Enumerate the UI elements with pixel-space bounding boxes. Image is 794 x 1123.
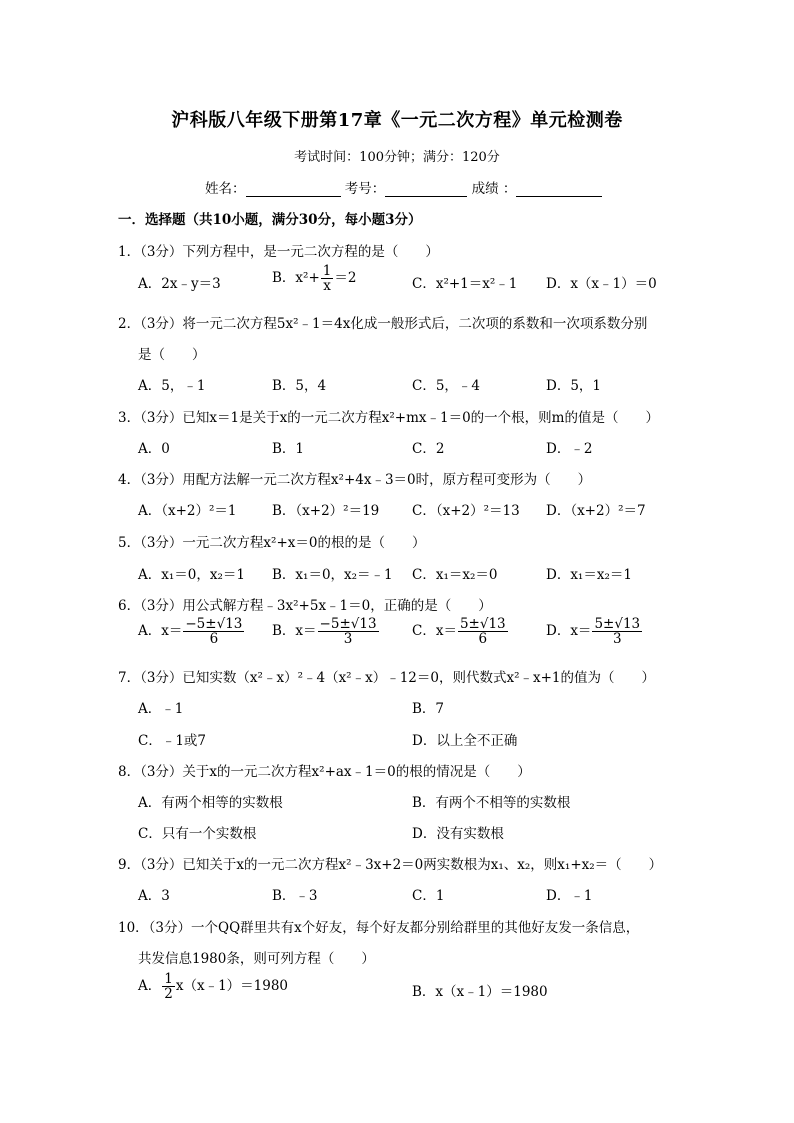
q10-option-a <box>138 972 288 1001</box>
q1-option-b <box>272 264 356 293</box>
q6-b-denominator: 3 <box>343 631 353 648</box>
question-8-stem: 8．（3分）关于x的一元二次方程x²+ax﹣1＝0的根的情况是（ ） <box>118 764 531 780</box>
q6-c-prefix: C．x＝ <box>412 623 457 640</box>
q6-d-denominator: 3 <box>612 631 622 648</box>
q10-a-suffix: x（x﹣1）＝1980 <box>175 978 289 995</box>
question-1-stem: 1．（3分）下列方程中，是一元二次方程的是（ ） <box>118 244 439 260</box>
q8-option-b: B．有两个不相等的实数根 <box>412 795 571 811</box>
exam-no-blank[interactable] <box>385 182 467 197</box>
exam-no-label: 考号： <box>344 181 386 197</box>
q6-a-denominator: 6 <box>209 631 219 648</box>
exam-subtitle: 考试时间：100分钟；满分：120分 <box>294 150 500 165</box>
q1-option-a: A．2x﹣y＝3 <box>138 276 221 292</box>
q8-option-a: A．有两个相等的实数根 <box>138 795 283 811</box>
q1-b-denominator: x <box>323 278 331 295</box>
name-label: 姓名： <box>205 181 246 197</box>
q9-option-c: C．1 <box>412 888 445 904</box>
question-6-stem: 6．（3分）用公式解方程﹣3x²+5x﹣1＝0，正确的是（ ） <box>118 598 492 614</box>
q7-option-b: B．7 <box>412 701 445 717</box>
q10-option-b: B．x（x﹣1）＝1980 <box>412 984 548 1000</box>
q6-option-a <box>138 617 245 646</box>
q3-option-d: D．﹣2 <box>546 441 593 457</box>
q6-option-d <box>546 617 643 646</box>
q6-option-c <box>412 617 509 646</box>
q6-d-fraction <box>592 617 642 646</box>
q3-option-c: C．2 <box>412 441 445 457</box>
question-3-stem: 3．（3分）已知x＝1是关于x的一元二次方程x²+mx﹣1＝0的一个根，则m的值是（ ） <box>118 410 659 426</box>
q5-option-d: D．x₁＝x₂＝1 <box>546 567 632 583</box>
q6-a-numerator: −5±√13 <box>185 616 243 632</box>
q1-option-c: C．x²+1＝x²﹣1 <box>412 276 518 292</box>
q9-option-d: D．﹣1 <box>546 888 593 904</box>
q6-b-numerator: −5±√13 <box>319 616 377 632</box>
q9-option-b: B．﹣3 <box>272 888 318 904</box>
q7-option-a: A．﹣1 <box>138 701 184 717</box>
q6-a-fraction <box>183 617 244 646</box>
q6-c-denominator: 6 <box>478 631 488 648</box>
question-10-stem-line1: 10．（3分）一个QQ群里共有x个好友，每个好友都分别给群里的其他好友发一条信息， <box>118 920 640 936</box>
q10-a-prefix: A． <box>138 978 162 995</box>
name-blank[interactable] <box>246 182 341 197</box>
q2-option-b: B．5，4 <box>272 378 327 394</box>
q10-a-numerator: 1 <box>164 971 173 987</box>
question-5-stem: 5．（3分）一元二次方程x²+x＝0的根的是（ ） <box>118 535 426 551</box>
q5-option-a: A．x₁＝0，x₂＝1 <box>138 567 245 583</box>
score-label: 成绩 ： <box>471 181 517 197</box>
q2-option-c: C．5，﹣4 <box>412 378 481 394</box>
q5-option-c: C．x₁＝x₂＝0 <box>412 567 498 583</box>
exam-title: 沪科版八年级下册第17章《一元二次方程》单元检测卷 <box>171 110 623 131</box>
q3-option-b: B．1 <box>272 441 305 457</box>
question-7-stem: 7．（3分）已知实数（x²﹣x）²﹣4（x²﹣x）﹣12＝0，则代数式x²﹣x+1的值为（ ） <box>118 670 656 686</box>
q1-b-fraction <box>321 264 334 293</box>
section-heading: 一．选择题（共10小题，满分30分，每小题3分） <box>118 212 422 228</box>
q7-option-d: D．以上全不正确 <box>412 733 518 749</box>
q4-option-a: A．（x+2）²＝1 <box>138 503 237 519</box>
q6-d-numerator: 5±√13 <box>594 616 641 632</box>
question-10-stem-line2: 共发信息1980条，则可列方程（ ） <box>138 951 375 967</box>
q8-option-c: C．只有一个实数根 <box>138 826 257 842</box>
q10-a-denominator: 2 <box>164 986 173 1003</box>
question-9-stem: 9．（3分）已知关于x的一元二次方程x²﹣3x+2＝0两实数根为x₁、x₂，则x₁+x₂＝（ ） <box>118 857 663 873</box>
q4-option-d: D．（x+2）²＝7 <box>546 503 646 519</box>
q6-c-numerator: 5±√13 <box>459 616 506 632</box>
q6-a-prefix: A．x＝ <box>138 623 183 640</box>
q4-option-c: C．（x+2）²＝13 <box>412 503 520 519</box>
question-4-stem: 4．（3分）用配方法解一元二次方程x²+4x﹣3＝0时，原方程可变形为（ ） <box>118 472 592 488</box>
q1-b-numerator: 1 <box>322 263 332 279</box>
q7-option-c: C．﹣1或7 <box>138 733 207 749</box>
q8-option-d: D．没有实数根 <box>412 826 504 842</box>
q1-option-d: D．x（x﹣1）＝0 <box>546 276 657 292</box>
q1-b-prefix: B．x²+ <box>272 270 320 287</box>
q4-option-b: B．（x+2）²＝19 <box>272 503 380 519</box>
q6-option-b <box>272 617 380 646</box>
q1-b-suffix: ＝2 <box>334 270 357 287</box>
q10-a-fraction <box>162 972 175 1001</box>
q6-c-fraction <box>458 617 508 646</box>
q6-b-prefix: B．x＝ <box>272 623 317 640</box>
q6-d-prefix: D．x＝ <box>546 623 592 640</box>
score-blank[interactable] <box>516 182 602 197</box>
student-info-line <box>205 177 602 197</box>
q3-option-a: A．0 <box>138 441 170 457</box>
q6-b-fraction <box>318 617 379 646</box>
q9-option-a: A．3 <box>138 888 170 904</box>
question-2-stem-line1: 2．（3分）将一元二次方程5x²﹣1＝4x化成一般形式后，二次项的系数和一次项系数分别 <box>118 316 648 332</box>
question-2-stem-line2: 是（ ） <box>138 347 206 363</box>
q2-option-d: D．5，1 <box>546 378 602 394</box>
q5-option-b: B．x₁＝0，x₂＝﹣1 <box>272 567 393 583</box>
q2-option-a: A．5，﹣1 <box>138 378 206 394</box>
